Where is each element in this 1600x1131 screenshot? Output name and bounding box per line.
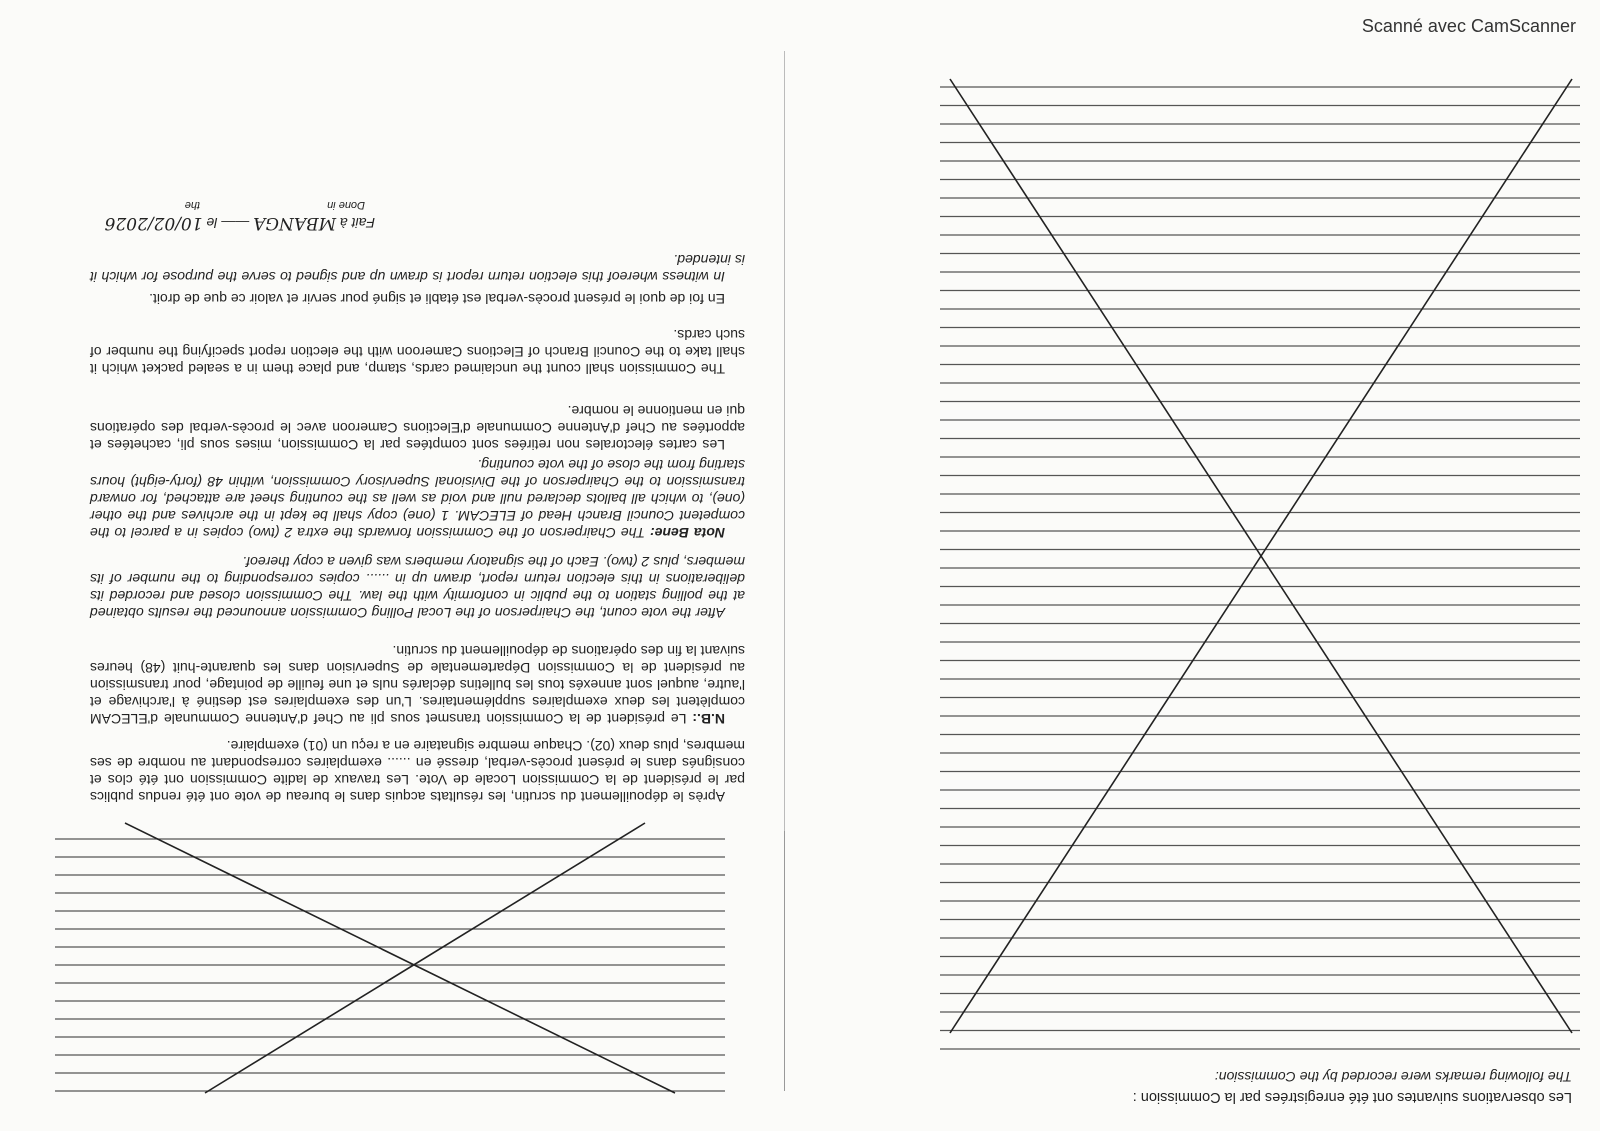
cards-paragraph-fr: Les cartes électorales non retirées sont comptées par la Commission, mises sous pli, cachetées et apportées au Chef d'Antenne Communale d'Elections Cameroon avec le procès-verbal des opérations qui en mentionne le nombre.: [90, 403, 745, 453]
nb-paragraph-en: [90, 456, 745, 541]
dash: ——: [221, 215, 250, 231]
nb-label-fr: N.B.:: [692, 711, 725, 727]
observations-title-en: The following remarks were recorded by the Commission:: [1214, 1069, 1572, 1085]
observations-page: [940, 19, 1580, 1119]
observation-lines: [940, 19, 1580, 1119]
report-text-page: [45, 25, 745, 1115]
nb-text-fr: Le président de la Commission transmet sous pli au Chef d'Antenne Communale d'ELECAM complètent les deux exemplaires supplémentaires. L'un des exemplaires est destiné à l'archivage et l'autre, auquel sont annexés tous les bulletins déclarés nuls et une feuille de pointage, pour transmission au président de la Commission Départementale de Supervision dans les quarante-huit (48) heures suivant la fin des opérations de dépouillement du scrutin.: [90, 643, 745, 727]
fold-line: [784, 831, 785, 1091]
place-handwritten: MBANGA: [253, 213, 337, 233]
le-label: le: [206, 215, 218, 231]
nb-label-en: Nota Bene:: [650, 525, 725, 541]
the-label-en: the: [184, 199, 200, 211]
witness-paragraph-fr: En foi de quoi le présent procès-verbal est établi et signé pour servir et valoir ce que de droit.: [149, 291, 725, 307]
done-label-en: Done in: [327, 199, 365, 211]
cross-line-4: [205, 823, 645, 1093]
camscanner-watermark: Scanné avec CamScanner: [1361, 16, 1576, 36]
signature-line: [75, 213, 375, 233]
cards-paragraph-en: The Commission shall count the unclaimed cards, stamp, and place them in a sealed packet which it shall take to the Council Branch of Elections Cameroon with the election report specifying the number of such cards.: [90, 327, 745, 377]
nb-paragraph-fr: [90, 642, 745, 727]
done-label-fr: Fait à: [339, 215, 375, 231]
date-handwritten: 10/02/2026: [104, 213, 203, 233]
results-paragraph-en: After the vote count, the Chairperson of the Local Polling Commission announced the results obtained at the polling station to the public in conformity with the law. The Commission closed and recorded its deliberations in this election return report, drawn up in ...... copies corresponding to the number of its members, plus 2 (two). Each of the signatory members was given a copy thereof.: [90, 554, 745, 621]
results-paragraph-fr: Après le dépouillement du scrutin, les résultats acquis dans le bureau de vote ont été rendus publics par le président de la Commission Locale de Vote. Les travaux de ladite Commission ont été clos et consignés dans le présent procès-verbal, dressé en ...... exemplaires correspondant au nombre de ses membres, plus deux (02). Chaque membre signataire en a reçu un (01) exemplaire.: [90, 738, 745, 805]
observations-title-fr: Les observations suivantes ont été enregistrées par la Commission :: [1132, 1089, 1572, 1105]
fold-line-lower: [784, 51, 785, 831]
cross-line-3: [125, 823, 675, 1093]
nb-text-en: The Chairperson of the Commission forwards the extra 2 (two) copies in a parcel to the competent Council Branch Head of ELECAM. 1 (one) copy shall be kept in the archives and the other (one), to which all ballots declared null and void as well as the counting sheet are attached, for onward transmission to the Chairperson of the Divisional Supervisory Commission, within 48 (forty-eight) hours starting from the close of the vote counting.: [90, 457, 745, 541]
blank-lines: [45, 815, 745, 1115]
witness-paragraph-en: In witness whereof this election return report is drawn up and signed to serve the purpose for which it is intended.: [90, 252, 745, 285]
